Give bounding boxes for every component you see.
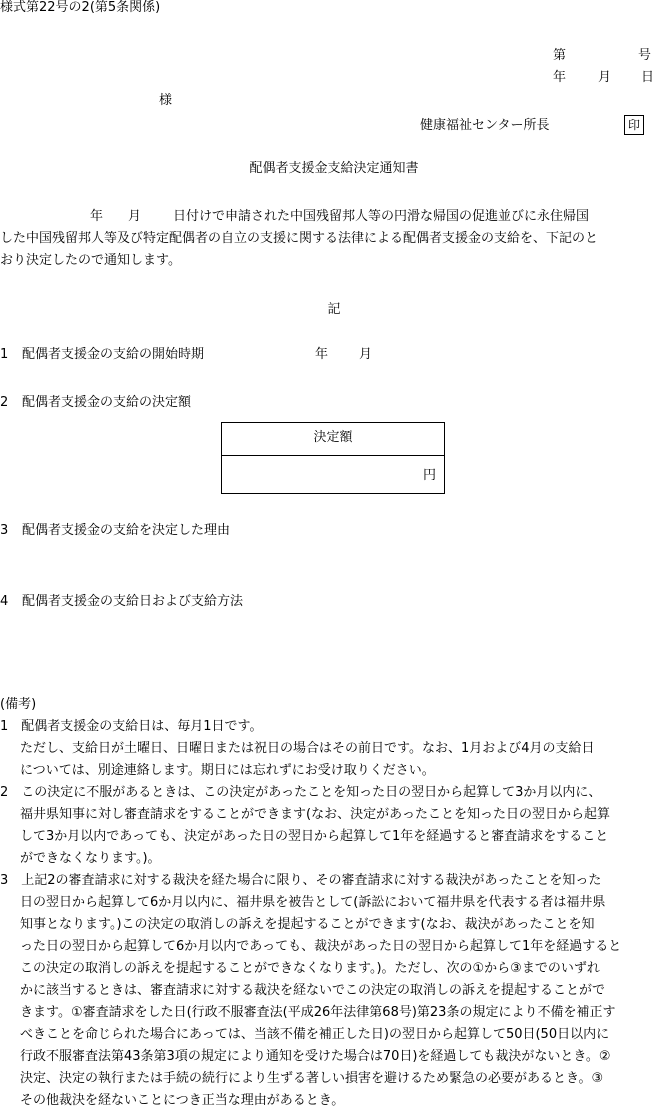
item-3-number: 3 xyxy=(0,523,9,538)
addressee-suffix: 様 xyxy=(159,93,173,108)
note-line: については、別途連絡します。期日には忘れずにお受け取りください。 xyxy=(20,763,435,778)
intro-year: 年 xyxy=(90,209,104,224)
item-3-label: 配偶者支援金の支給を決定した理由 xyxy=(22,523,231,538)
document-title: 配偶者支援金支給決定通知書 xyxy=(249,161,419,176)
note-line: 決定、決定の執行または手続の続行により生ずる著しい損害を避けるため緊急の必要があるとき。③ xyxy=(20,1071,604,1086)
form-id: 様式第22号の2(第5条関係) xyxy=(0,0,161,15)
note-line: して3か月以内であっても、決定があった日の翌日から起算して1年を経過すると審査請求をすること xyxy=(20,829,609,844)
note-line: 知事となります。)この決定の取消しの訴えを提起することができます(なお、裁決があったことを知 xyxy=(20,917,595,932)
intro-paragraph xyxy=(0,206,668,272)
intro-month: 月 xyxy=(128,209,142,224)
amount-table-value: 円 xyxy=(422,468,436,483)
note-line: 3 上記2の審査請求に対する裁決を経た場合に限り、その審査請求に対する裁決があったことを知った xyxy=(0,873,602,888)
issue-date-month: 月 xyxy=(598,70,612,85)
amount-table xyxy=(221,422,445,494)
item-4-payment-method xyxy=(0,591,243,613)
item-2-label: 配偶者支援金の支給の決定額 xyxy=(22,395,192,410)
item-1-month: 月 xyxy=(359,347,373,362)
note-line: 2 この決定に不服があるときは、この決定があったことを知った日の翌日から起算して3か月以内に、 xyxy=(0,785,602,800)
note-line: 1 配偶者支援金の支給日は、毎月1日です。 xyxy=(0,719,263,734)
item-2-number: 2 xyxy=(0,395,9,410)
amount-table-header: 決定額 xyxy=(222,423,444,456)
intro-line-3: おり決定したので通知します。 xyxy=(0,253,181,268)
seal-mark: 印 xyxy=(624,115,644,135)
document-number-label: 第 xyxy=(553,48,567,63)
note-line: ができなくなります。)。 xyxy=(20,851,161,866)
item-4-label: 配偶者支援金の支給日および支給方法 xyxy=(22,594,244,609)
note-line: その他裁決を経ないことにつき正当な理由があるとき。 xyxy=(20,1093,345,1108)
notes-heading: (備考) xyxy=(0,697,37,712)
note-line: かに該当するときは、審査請求に対する裁決を経ないでこの決定の取消しの訴えを提起することがで xyxy=(20,983,606,998)
item-1-year: 年 xyxy=(315,347,329,362)
intro-line-1 xyxy=(0,206,668,228)
note-line: べきことを命じられた場合にあっては、当該不備を補正した日)の翌日から起算して50日(50日以内に xyxy=(20,1027,610,1042)
item-2-decided-amount xyxy=(0,392,191,414)
item-1-label: 配偶者支援金の支給の開始時期 xyxy=(22,347,205,362)
ki-marker: 記 xyxy=(327,302,341,317)
note-line: きます。①審査請求をした日(行政不服審査法(平成26年法律第68号)第23条の規定により不備を補正す xyxy=(20,1005,616,1020)
note-line: 福井県知事に対し審査請求をすることができます(なお、決定があったことを知った日の翌日から起算 xyxy=(20,807,610,822)
notes-section xyxy=(0,694,668,1112)
issuer-name: 健康福祉センター所長 xyxy=(420,118,550,133)
item-4-number: 4 xyxy=(0,594,9,609)
document-number-suffix: 号 xyxy=(638,48,652,63)
note-line: ただし、支給日が土曜日、日曜日または祝日の場合はその前日です。なお、1月および4月の支給日 xyxy=(20,741,595,756)
note-line: 行政不服審査法第43条第3項の規定により通知を受けた場合は70日)を経過しても裁決がないとき。② xyxy=(20,1049,611,1064)
note-line: この決定の取消しの訴えを提起することができなくなります。)。ただし、次の①から③までのいずれ xyxy=(20,961,600,976)
note-line: った日の翌日から起算して6か月以内であっても、裁決があった日の翌日から起算して1年を経過すると xyxy=(20,939,622,954)
item-1-start-period xyxy=(0,344,204,366)
issue-date-day: 日 xyxy=(641,70,655,85)
item-3-reason xyxy=(0,520,230,542)
intro-line-1-tail: 日付けで申請された中国残留邦人等の円滑な帰国の促進並びに永住帰国 xyxy=(173,209,590,224)
note-line: 日の翌日から起算して6か月以内に、福井県を被告として(訴訟において福井県を代表する者は福井県 xyxy=(20,895,606,910)
intro-line-2: した中国残留邦人等及び特定配偶者の自立の支援に関する法律による配偶者支援金の支給を、下記のと xyxy=(0,231,599,246)
item-1-number: 1 xyxy=(0,347,9,362)
issue-date-year: 年 xyxy=(553,70,567,85)
